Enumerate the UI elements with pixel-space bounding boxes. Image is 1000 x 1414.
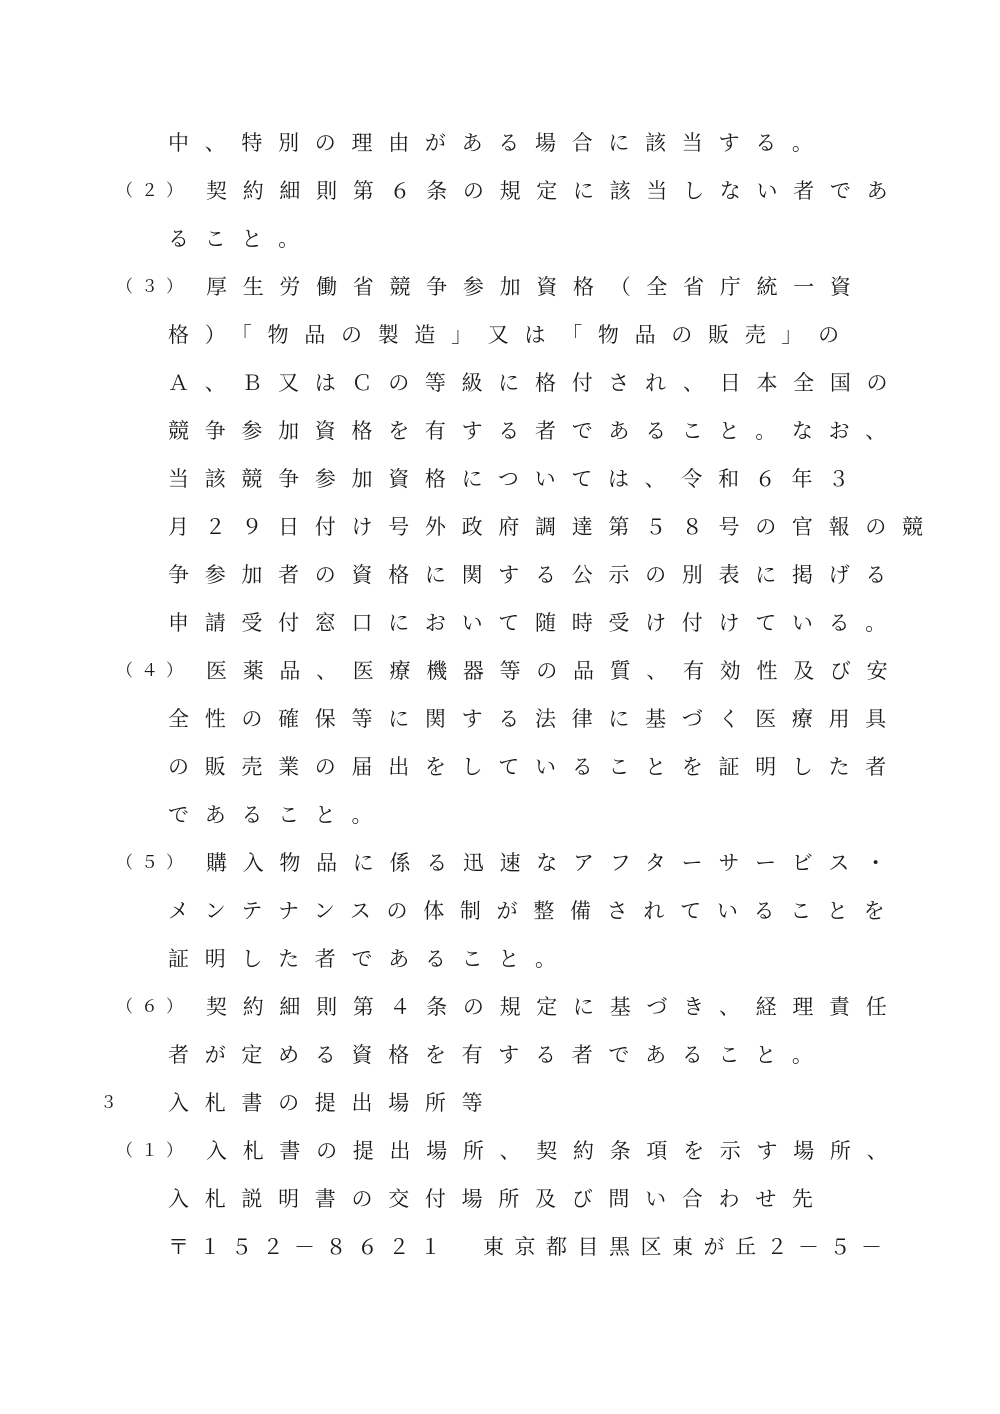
text-line: 月２９日付け号外政府調達第５８号の官報の競 xyxy=(168,515,939,539)
text-line: 契約細則第６条の規定に該当しない者であ xyxy=(206,179,904,203)
text-line: 全性の確保等に関する法律に基づく医療用具 xyxy=(168,707,902,731)
text-line: 厚生労働省競争参加資格（全省庁統一資 xyxy=(206,275,867,299)
text-line: 格）「物品の製造」又は「物品の販売」の xyxy=(168,323,855,347)
item-number: （１） xyxy=(116,1141,191,1161)
text-line: 入札書の提出場所、契約条項を示す場所、 xyxy=(206,1139,904,1163)
text-line: メンテナンスの体制が整備されていることを xyxy=(168,899,901,923)
text-line: Ａ、Ｂ又はＣの等級に格付され、日本全国の xyxy=(168,371,904,395)
text-line: 医薬品、医療機器等の品質、有効性及び安 xyxy=(206,659,904,683)
text-line: 当該競争参加資格については、令和６年３ xyxy=(168,467,865,491)
section-number: ３ xyxy=(100,1093,125,1113)
text-line: ること。 xyxy=(168,227,315,251)
text-line: であること。 xyxy=(168,803,389,827)
text-line: 契約細則第４条の規定に基づき、経理責任 xyxy=(206,995,903,1019)
text-line: 者が定める資格を有する者であること。 xyxy=(168,1043,829,1067)
section-heading: 入札書の提出場所等 xyxy=(168,1091,499,1115)
item-number: （６） xyxy=(116,997,191,1017)
item-number: （４） xyxy=(116,661,191,681)
text-line: 競争参加資格を有する者であること。なお、 xyxy=(168,419,902,443)
text-line: 購入物品に係る迅速なアフターサービス・ xyxy=(206,851,902,875)
text-line: 証明した者であること。 xyxy=(168,947,572,971)
text-line: 入札説明書の交付場所及び問い合わせ先 xyxy=(168,1187,829,1211)
text-line: 申請受付窓口において随時受け付けている。 xyxy=(168,611,902,635)
item-number: （２） xyxy=(116,181,191,201)
text-line: 中、特別の理由がある場合に該当する。 xyxy=(168,131,829,155)
item-number: （５） xyxy=(116,853,191,873)
text-line: 争参加者の資格に関する公示の別表に掲げる xyxy=(168,563,902,587)
address-line: 〒１５２－８６２１ 東京都目黒区東が丘２－５－ xyxy=(168,1235,893,1259)
text-line: の販売業の届出をしていることを証明した者 xyxy=(168,755,902,779)
item-number: （３） xyxy=(116,277,191,297)
